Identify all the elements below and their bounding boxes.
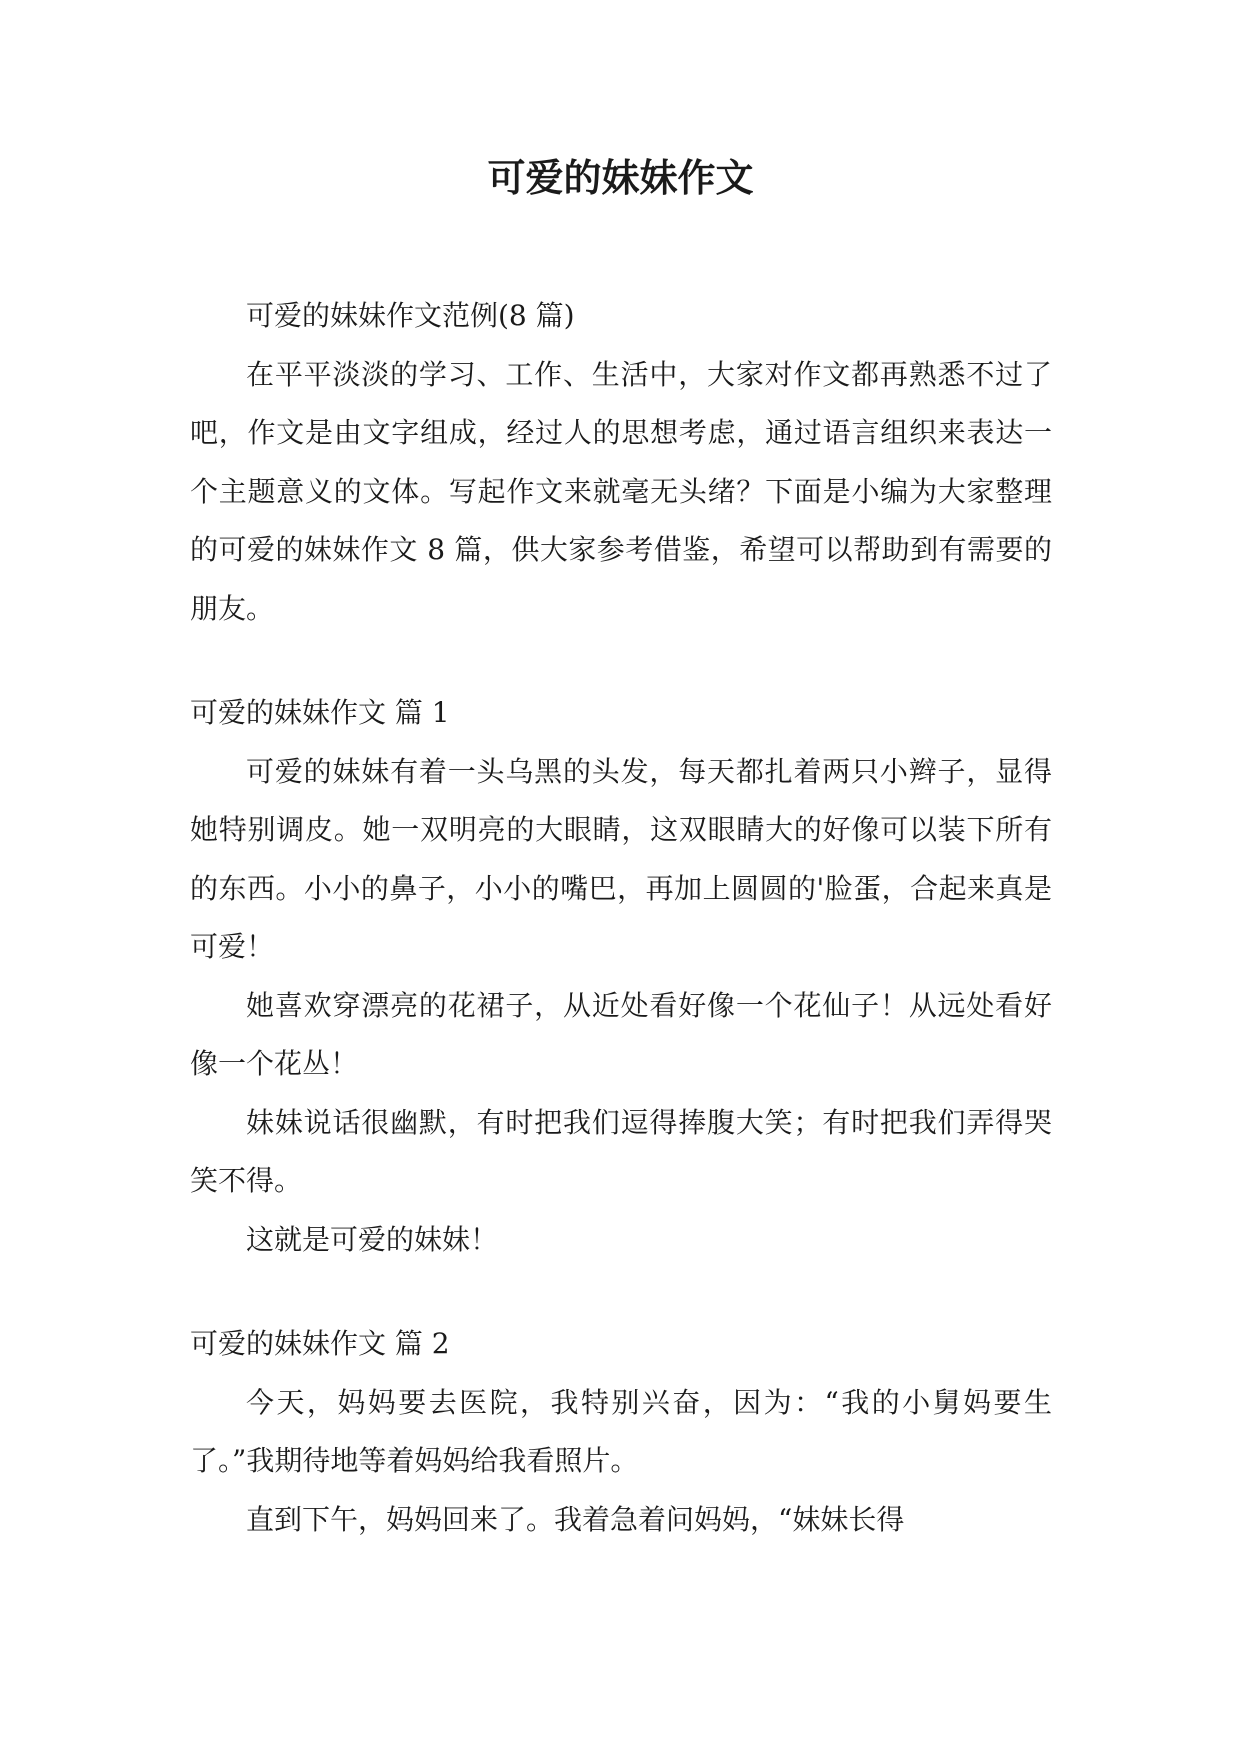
document-title: 可爱的妹妹作文 [487, 156, 754, 200]
paragraph: 可爱的妹妹有着一头乌黑的头发，每天都扎着两只小辫子，显得她特别调皮。她一双明亮的大眼睛，这双眼睛大的好像可以装下所有的东西。小小的鼻子，小小的嘴巴，再加上圆圆的'脸蛋，合起来真是可爱！ [190, 754, 1052, 963]
document-subtitle: 可爱的妹妹作文范例(8 篇) [246, 299, 575, 332]
paragraph: 直到下午，妈妈回来了。我着急着问妈妈，“妹妹长得 [246, 1502, 905, 1536]
paragraph: 她喜欢穿漂亮的花裙子，从近处看好像一个花仙子！从远处看好像一个花丛！ [190, 988, 1052, 1080]
paragraph: 妹妹说话很幽默，有时把我们逗得捧腹大笑；有时把我们弄得哭笑不得。 [190, 1105, 1052, 1197]
intro-paragraph: 在平平淡淡的学习、工作、生活中，大家对作文都再熟悉不过了吧，作文是由文字组成，经过人的思想考虑，通过语言组织来表达一个主题意义的文体。写起作文来就毫无头绪？下面是小编为大家整理的可爱的妹妹作文 8 篇，供大家参考借鉴，希望可以帮助到有需要的朋友。 [190, 357, 1052, 625]
document-body [190, 287, 1052, 1549]
paragraph: 今天，妈妈要去医院，我特别兴奋，因为：“我的小舅妈要生了。”我期待地等着妈妈给我看照片。 [190, 1385, 1052, 1477]
section-heading-1: 可爱的妹妹作文 篇 1 [190, 696, 450, 729]
section-heading-2: 可爱的妹妹作文 篇 2 [190, 1327, 450, 1360]
paragraph: 这就是可爱的妹妹！ [246, 1222, 499, 1256]
